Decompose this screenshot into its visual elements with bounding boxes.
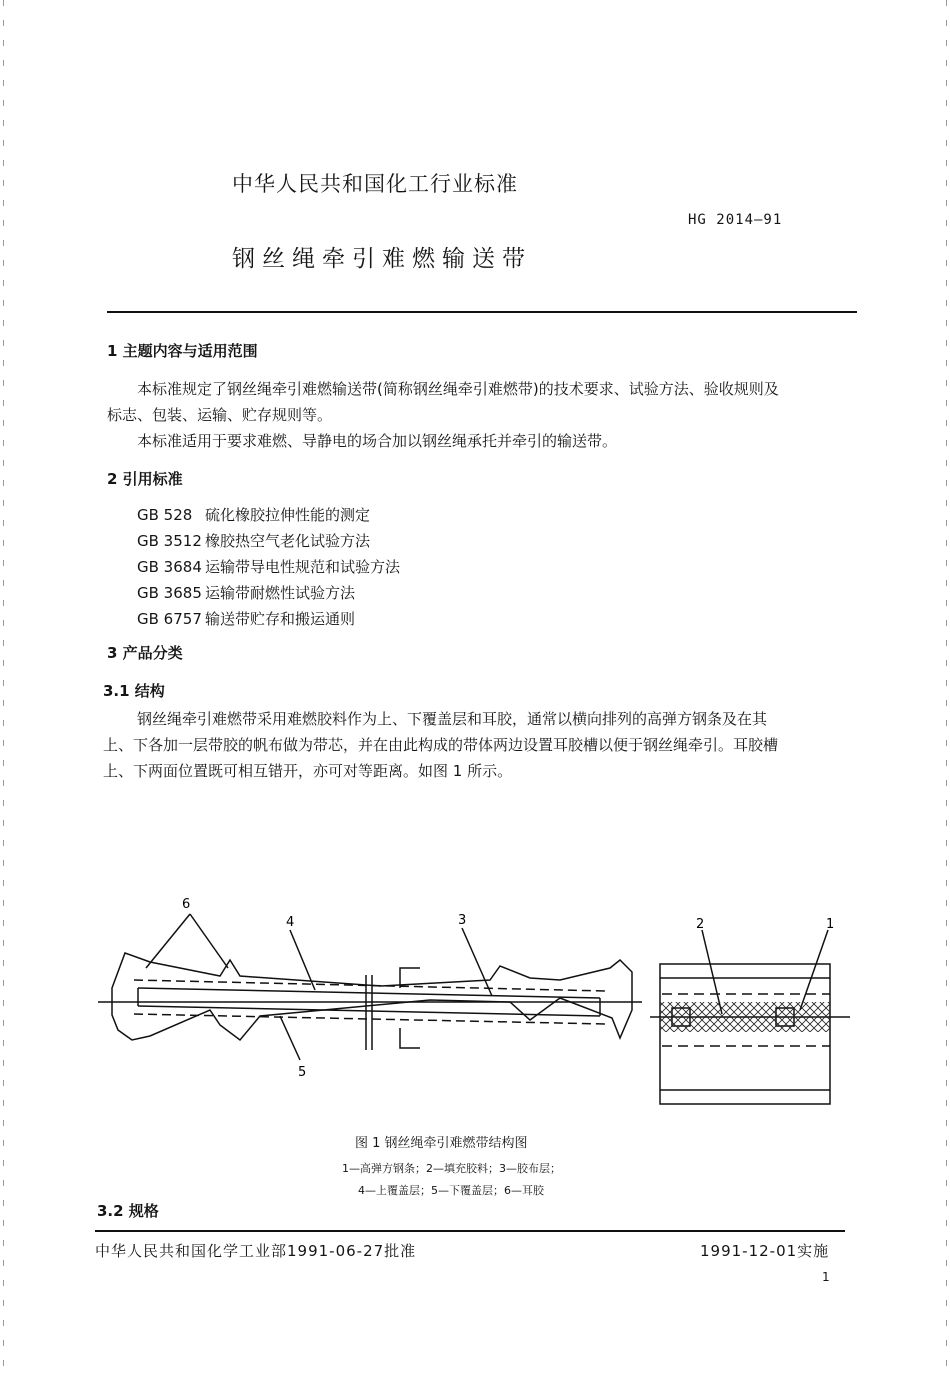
label-2: 2 <box>696 917 705 932</box>
section-3-1-line-2: 上、下各加一层带胶的帆布做为带芯，并在由此构成的带体两边设置耳胶槽以便于钢丝绳牵引。耳胶槽 <box>103 736 779 754</box>
reference-code: GB 6757 <box>137 610 202 628</box>
effective-date: 1991-12-01实施 <box>700 1242 830 1260</box>
reference-code: GB 3512 <box>137 532 202 550</box>
approval-line: 中华人民共和国化学工业部1991-06-27批准 <box>95 1242 417 1260</box>
leader-1 <box>800 930 828 1010</box>
page-number: 1 <box>822 1270 830 1284</box>
leader-6b <box>190 914 228 968</box>
leader-2 <box>702 930 722 1014</box>
reference-code: GB 528 <box>137 506 193 524</box>
figure-1-diagram <box>90 880 870 1120</box>
reference-name: 输送带贮存和搬运通则 <box>205 610 356 628</box>
canvas-layer-dashed-lower <box>134 1014 605 1024</box>
section-1-para-2: 本标准适用于要求难燃、导静电的场合加以钢丝绳承托并牵引的输送带。 <box>137 432 618 450</box>
footer-rule <box>95 1230 845 1232</box>
section-1-para-1-line-2: 标志、包装、运输、贮存规则等。 <box>107 406 333 424</box>
standard-body: 中华人民共和国化工行业标准 <box>232 172 518 196</box>
scan-edge-right <box>946 0 947 1375</box>
section-3-heading: 3 产品分类 <box>107 644 183 662</box>
standard-code: HG 2014—91 <box>688 212 783 228</box>
figure-legend-line-2: 4—上覆盖层；5—下覆盖层；6—耳胶 <box>358 1184 544 1197</box>
reference-item <box>137 502 400 528</box>
reference-item <box>137 554 400 580</box>
section-3-1-heading: 3.1 结构 <box>103 682 165 700</box>
section-3-2-heading: 3.2 规格 <box>97 1202 159 1220</box>
filling-rubber-hatch <box>660 1002 830 1032</box>
leader-6a <box>146 914 190 968</box>
reference-name: 硫化橡胶拉伸性能的测定 <box>205 506 371 524</box>
label-4: 4 <box>286 915 295 930</box>
label-6: 6 <box>182 897 191 912</box>
reference-list <box>137 502 400 632</box>
leader-3 <box>462 928 492 996</box>
section-1-heading: 1 主题内容与适用范围 <box>107 342 258 360</box>
reference-code: GB 3684 <box>137 558 202 576</box>
header-rule <box>107 311 857 313</box>
figure-caption: 图 1 钢丝绳牵引难燃带结构图 <box>355 1136 528 1151</box>
section-1-para-1 <box>107 376 867 428</box>
reference-code: GB 3685 <box>137 584 202 602</box>
reference-name: 运输带耐燃性试验方法 <box>205 584 356 602</box>
reference-item <box>137 580 400 606</box>
reference-name: 运输带导电性规范和试验方法 <box>205 558 401 576</box>
reference-item <box>137 528 400 554</box>
section-marker-bottom <box>400 1028 420 1048</box>
reference-name: 橡胶热空气老化试验方法 <box>205 532 371 550</box>
section-1-para-1-line-1: 本标准规定了钢丝绳牵引难燃输送带(简称钢丝绳牵引难燃带)的技术要求、试验方法、验收规则及 <box>137 380 779 398</box>
leader-5 <box>280 1016 300 1060</box>
figure-legend-line-1: 1—高弹方钢条；2—填充胶料；3—胶布层； <box>342 1162 561 1175</box>
scan-edge-left <box>3 0 4 1375</box>
label-1: 1 <box>826 917 835 932</box>
section-3-1-para <box>103 706 863 784</box>
document-title: 钢丝绳牵引难燃输送带 <box>232 246 532 272</box>
label-5: 5 <box>298 1065 307 1080</box>
section-3-1-line-3: 上、下两面位置既可相互错开，亦可对等距离。如图 1 所示。 <box>103 762 513 780</box>
label-3: 3 <box>458 913 467 928</box>
section-2-heading: 2 引用标准 <box>107 470 183 488</box>
reference-item <box>137 606 400 632</box>
section-view-frame <box>660 964 830 1104</box>
section-3-1-line-1: 钢丝绳牵引难燃带采用难燃胶料作为上、下覆盖层和耳胶，通常以横向排列的高弹方钢条及在其 <box>137 710 768 728</box>
